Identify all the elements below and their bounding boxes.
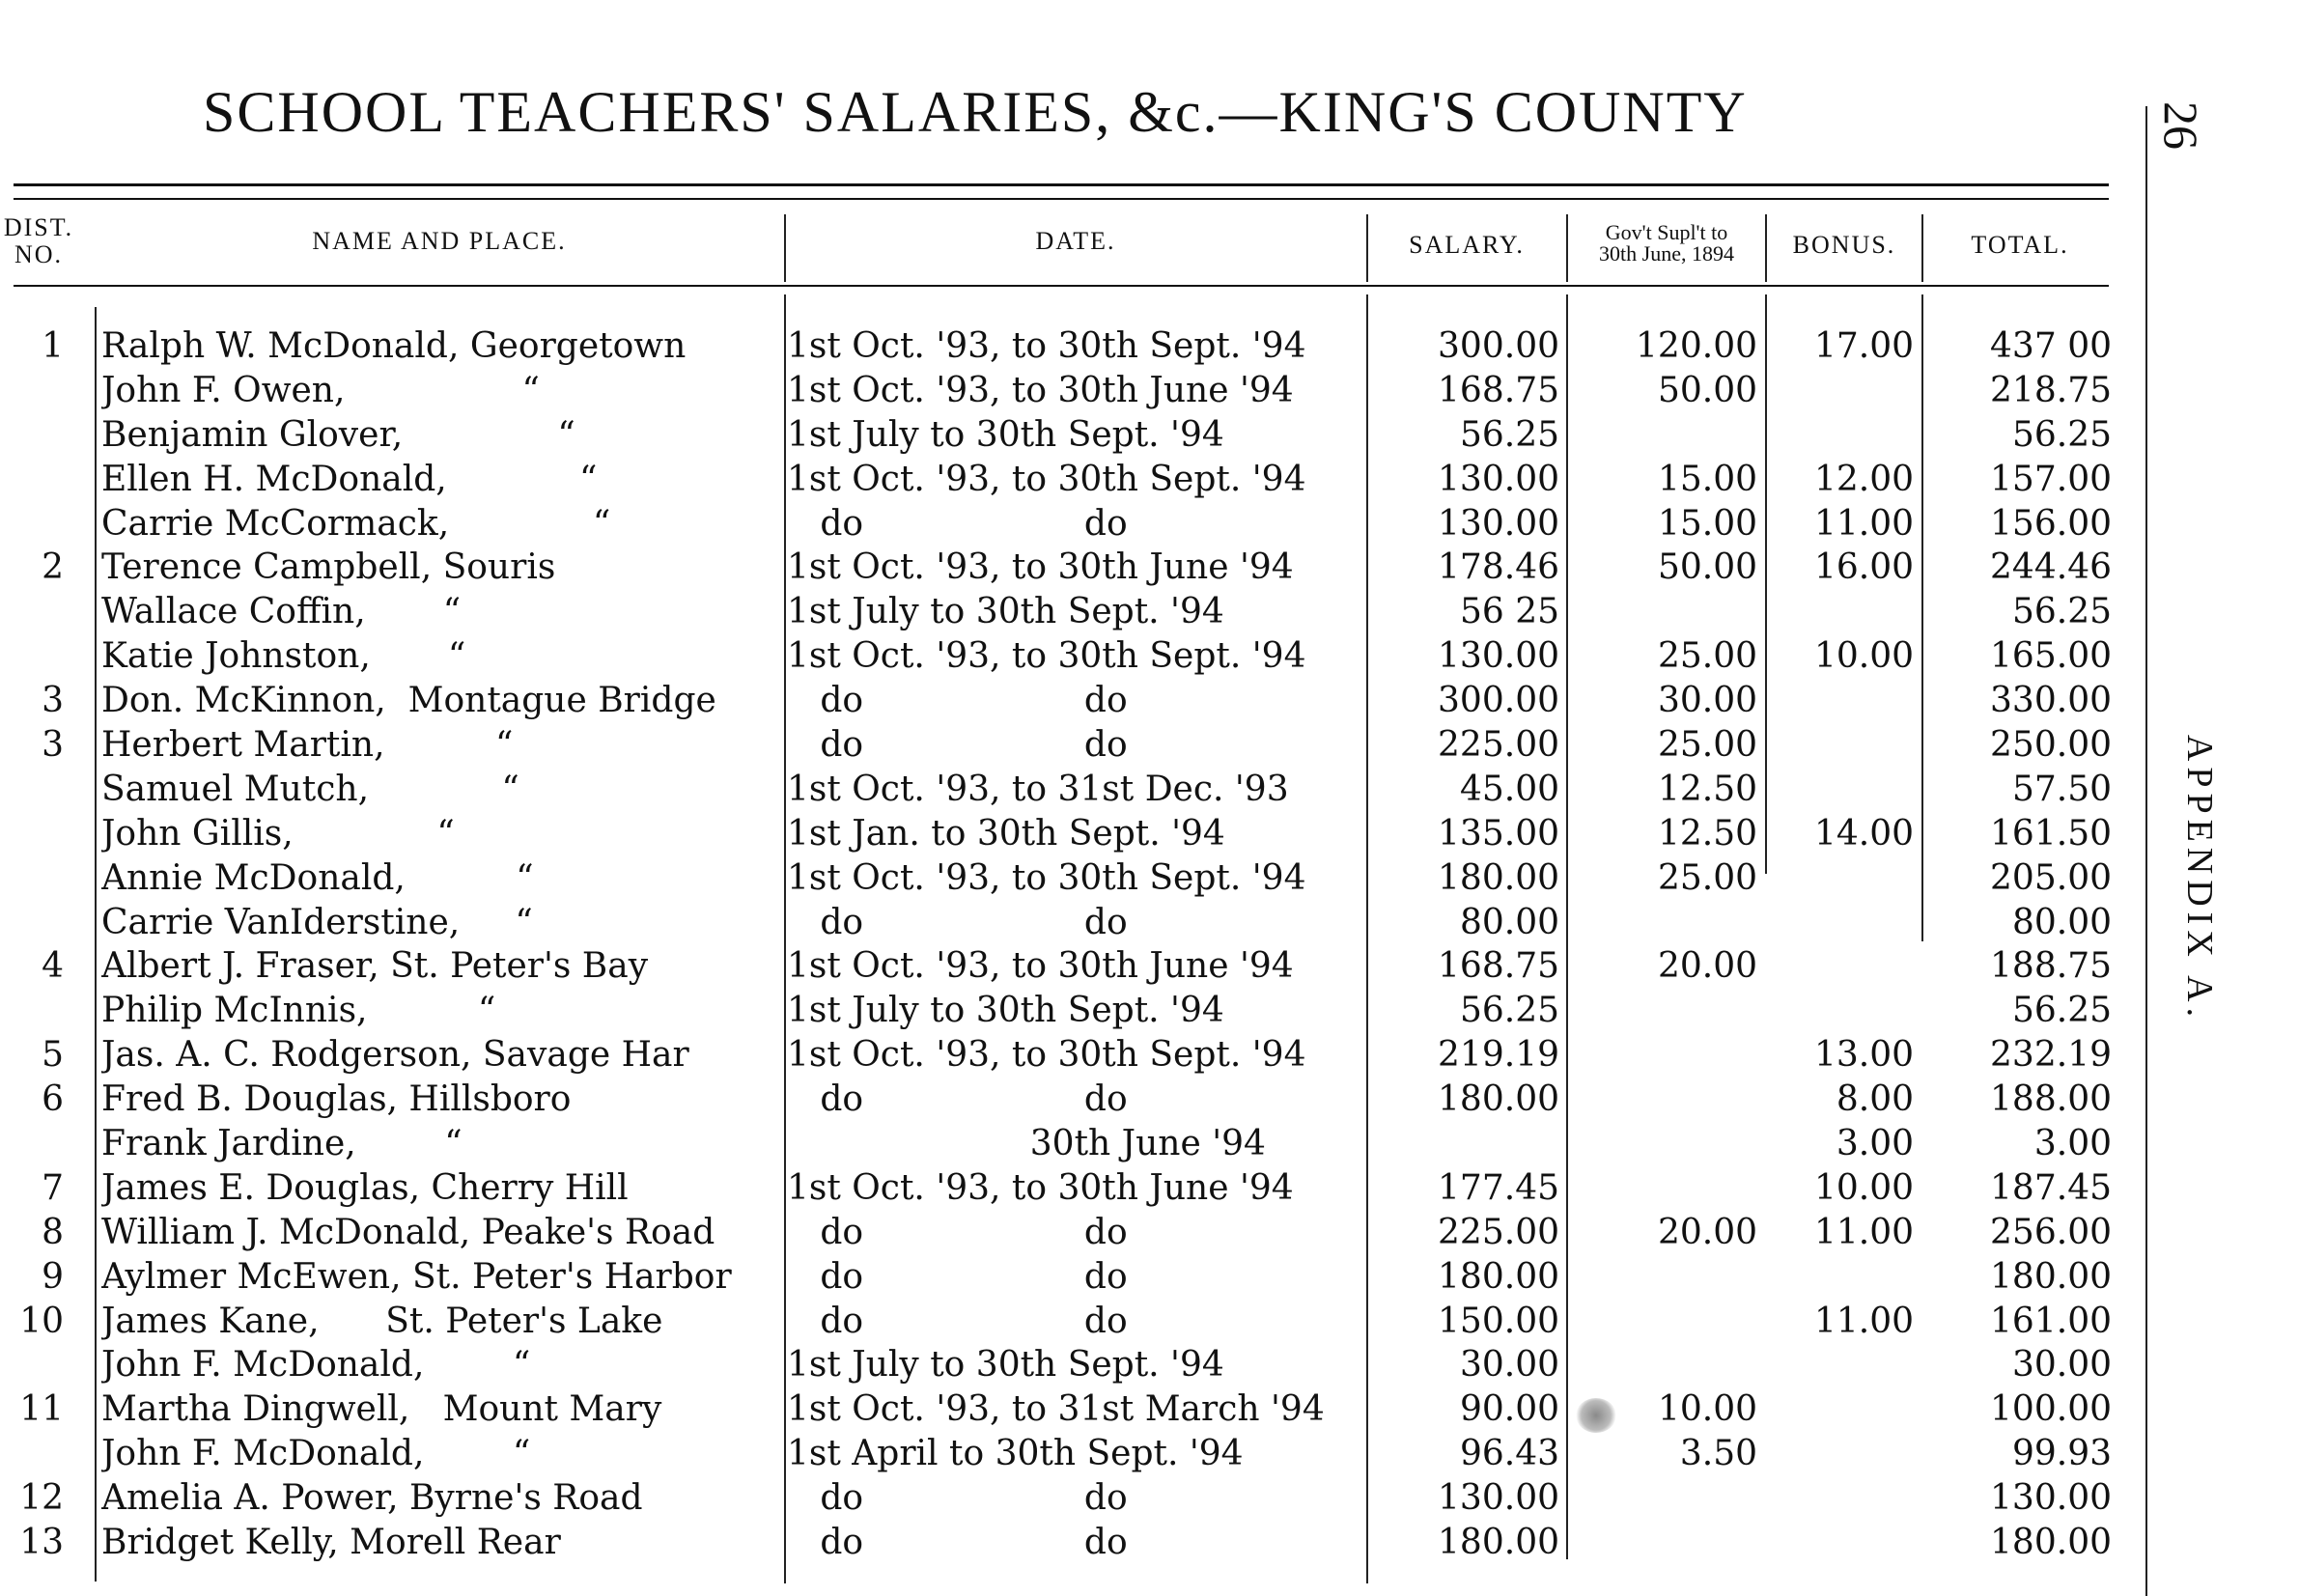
total-cell: 56.25 [2011, 991, 2112, 1031]
salary-cell: 90.00 [1459, 1389, 1559, 1430]
header-salary: SALARY. [1409, 231, 1525, 259]
bonus-cell: 10.00 [1813, 1167, 1914, 1208]
table-row [0, 324, 2124, 369]
total-cell: 157.00 [1990, 459, 2112, 499]
name-place-cell: James Kane, St. Peter's Lake [101, 1301, 663, 1341]
bonus-cell: 12.00 [1813, 459, 1914, 499]
dist-no-cell: 3 [42, 681, 64, 721]
name-place-cell: Philip McInnis, “ [101, 991, 496, 1031]
date-cell: do do [787, 1079, 1128, 1120]
page-right-edge-rule [2145, 106, 2147, 1596]
gov-supplement-cell: 25.00 [1657, 725, 1757, 766]
header-name-and-place: NAME AND PLACE. [312, 227, 567, 255]
name-place-cell: Frank Jardine, “ [101, 1124, 463, 1164]
table-row [0, 1255, 2124, 1300]
dist-no-cell: 6 [42, 1079, 64, 1120]
gov-supplement-cell: 15.00 [1657, 459, 1757, 499]
name-place-cell: Amelia A. Power, Byrne's Road [101, 1478, 643, 1519]
table-row [0, 679, 2124, 723]
name-place-cell: Carrie VanIderstine, “ [101, 902, 533, 942]
total-cell: 165.00 [1990, 636, 2112, 677]
date-cell: do do [787, 1301, 1128, 1341]
total-cell: 187.45 [1990, 1167, 2112, 1208]
table-row [0, 369, 2124, 413]
total-cell: 161.50 [1990, 813, 2112, 854]
name-place-cell: Albert J. Fraser, St. Peter's Bay [101, 946, 649, 987]
date-cell: 30th June '94 [787, 1124, 1266, 1164]
gov-supplement-cell: 120.00 [1636, 326, 1757, 366]
header-gov-line2: 30th June, 1894 [1599, 241, 1734, 266]
date-cell: 1st Oct. '93, to 31st Dec. '93 [787, 769, 1289, 809]
bonus-cell: 13.00 [1813, 1035, 1914, 1076]
name-place-cell: Benjamin Glover, “ [101, 414, 575, 455]
date-cell: do do [787, 725, 1128, 766]
table-row [0, 1521, 2124, 1565]
gov-supplement-cell: 3.50 [1679, 1434, 1757, 1474]
table-row [0, 413, 2124, 458]
salary-table-body [0, 324, 2124, 1565]
date-cell: do do [787, 503, 1128, 544]
header-dist-line2: NO. [14, 240, 64, 268]
name-place-cell: Katie Johnston, “ [101, 636, 466, 677]
salary-cell: 96.43 [1459, 1434, 1559, 1474]
name-place-cell: Ralph W. McDonald, Georgetown [101, 326, 687, 366]
total-cell: 330.00 [1990, 681, 2112, 721]
total-cell: 244.46 [1990, 547, 2112, 588]
name-place-cell: Fred B. Douglas, Hillsboro [101, 1079, 572, 1120]
dist-no-cell: 10 [19, 1301, 64, 1341]
table-row [0, 944, 2124, 989]
name-place-cell: Terence Campbell, Souris [101, 547, 556, 588]
salary-cell: 300.00 [1438, 326, 1559, 366]
name-place-cell: Aylmer McEwen, St. Peter's Harbor [101, 1256, 732, 1297]
salary-cell: 300.00 [1438, 681, 1559, 721]
gov-supplement-cell: 25.00 [1657, 857, 1757, 898]
name-place-cell: Annie McDonald, “ [101, 857, 534, 898]
date-cell: 1st July to 30th Sept. '94 [787, 1345, 1224, 1386]
name-place-cell: John Gillis, “ [101, 813, 455, 854]
bonus-cell: 17.00 [1813, 326, 1914, 366]
total-cell: 250.00 [1990, 725, 2112, 766]
salary-cell: 130.00 [1438, 636, 1559, 677]
salary-cell: 180.00 [1438, 1523, 1559, 1563]
salary-cell: 225.00 [1438, 1212, 1559, 1252]
name-place-cell: Ellen H. McDonald, “ [101, 459, 598, 499]
header-date: DATE. [1035, 227, 1116, 255]
gov-supplement-cell: 15.00 [1657, 503, 1757, 544]
salary-cell: 56.25 [1459, 991, 1559, 1031]
page-title: SCHOOL TEACHERS' SALARIES, &c.—KING'S COUNTY [203, 80, 1748, 144]
salary-cell: 56 25 [1459, 592, 1559, 632]
total-cell: 30.00 [2011, 1345, 2112, 1386]
table-row [0, 1387, 2124, 1432]
date-cell: 1st July to 30th Sept. '94 [787, 592, 1224, 632]
gov-supplement-cell: 20.00 [1657, 1212, 1757, 1252]
gov-supplement-cell: 12.50 [1657, 769, 1757, 809]
date-cell: 1st Oct. '93, to 30th Sept. '94 [787, 459, 1306, 499]
header-sep-salary [1366, 214, 1368, 282]
table-row [0, 856, 2124, 901]
date-cell: 1st Oct. '93, to 30th Sept. '94 [787, 1035, 1306, 1076]
table-row [0, 1432, 2124, 1476]
bonus-cell: 10.00 [1813, 636, 1914, 677]
dist-no-cell: 8 [42, 1212, 64, 1252]
dist-no-cell: 11 [19, 1389, 64, 1430]
total-cell: 56.25 [2011, 592, 2112, 632]
header-sep-date [784, 214, 786, 282]
gov-supplement-cell: 12.50 [1657, 813, 1757, 854]
dist-no-cell: 4 [42, 946, 64, 987]
gov-supplement-cell: 25.00 [1657, 636, 1757, 677]
date-cell: do do [787, 1212, 1128, 1252]
name-place-cell: John F. McDonald, “ [101, 1345, 531, 1386]
date-cell: 1st Oct. '93, to 30th June '94 [787, 547, 1294, 588]
salary-cell: 130.00 [1438, 503, 1559, 544]
table-row [0, 590, 2124, 634]
bonus-cell: 11.00 [1813, 503, 1914, 544]
salary-cell: 178.46 [1438, 547, 1559, 588]
date-cell: 1st Oct. '93, to 30th Sept. '94 [787, 636, 1306, 677]
date-cell: 1st Oct. '93, to 30th June '94 [787, 1167, 1294, 1208]
name-place-cell: James E. Douglas, Cherry Hill [101, 1167, 629, 1208]
bonus-cell: 8.00 [1836, 1079, 1914, 1120]
bonus-cell: 14.00 [1813, 813, 1914, 854]
salary-cell: 180.00 [1438, 857, 1559, 898]
date-cell: 1st July to 30th Sept. '94 [787, 414, 1224, 455]
date-cell: 1st Jan. to 30th Sept. '94 [787, 813, 1225, 854]
table-row [0, 812, 2124, 856]
salary-cell: 177.45 [1438, 1167, 1559, 1208]
table-row [0, 458, 2124, 502]
page-number: 26 [2154, 101, 2208, 150]
salary-cell: 150.00 [1438, 1301, 1559, 1341]
total-cell: 232.19 [1990, 1035, 2112, 1076]
name-place-cell: Bridget Kelly, Morell Rear [101, 1523, 561, 1563]
total-cell: 130.00 [1990, 1478, 2112, 1519]
top-rule-thick [14, 183, 2109, 186]
salary-cell: 180.00 [1438, 1079, 1559, 1120]
name-place-cell: Herbert Martin, “ [101, 725, 514, 766]
bonus-cell: 11.00 [1813, 1212, 1914, 1252]
name-place-cell: Jas. A. C. Rodgerson, Savage Har [101, 1035, 689, 1076]
salary-cell: 80.00 [1459, 902, 1559, 942]
name-place-cell: Samuel Mutch, “ [101, 769, 519, 809]
total-cell: 99.93 [2011, 1434, 2112, 1474]
total-cell: 57.50 [2011, 769, 2112, 809]
header-dist-no [0, 214, 77, 268]
header-bottom-rule [14, 285, 2109, 287]
salary-cell: 30.00 [1459, 1345, 1559, 1386]
header-gov-line1: Gov't Supl't to [1605, 220, 1728, 244]
table-row [0, 1343, 2124, 1387]
name-place-cell: John F. McDonald, “ [101, 1434, 531, 1474]
table-row [0, 1211, 2124, 1255]
total-cell: 56.25 [2011, 414, 2112, 455]
dist-no-cell: 7 [42, 1167, 64, 1208]
date-cell: do do [787, 1256, 1128, 1297]
table-row [0, 1122, 2124, 1166]
name-place-cell: Wallace Coffin, “ [101, 592, 462, 632]
total-cell: 256.00 [1990, 1212, 2112, 1252]
total-cell: 80.00 [2011, 902, 2112, 942]
table-row [0, 1476, 2124, 1521]
salary-cell: 56.25 [1459, 414, 1559, 455]
total-cell: 205.00 [1990, 857, 2112, 898]
table-row [0, 901, 2124, 945]
total-cell: 161.00 [1990, 1301, 2112, 1341]
table-row [0, 546, 2124, 590]
date-cell: 1st Oct. '93, to 30th June '94 [787, 946, 1294, 987]
salary-cell: 168.75 [1438, 370, 1559, 410]
name-place-cell: William J. McDonald, Peake's Road [101, 1212, 715, 1252]
date-cell: 1st Oct. '93, to 30th June '94 [787, 370, 1294, 410]
gov-supplement-cell: 50.00 [1657, 370, 1757, 410]
table-row [0, 1166, 2124, 1211]
name-place-cell: Carrie McCormack, “ [101, 503, 611, 544]
date-cell: 1st Oct. '93, to 30th Sept. '94 [787, 326, 1306, 366]
date-cell: 1st July to 30th Sept. '94 [787, 991, 1224, 1031]
top-rule-thin [14, 198, 2109, 200]
total-cell: 100.00 [1990, 1389, 2112, 1430]
table-row [0, 502, 2124, 546]
salary-cell: 45.00 [1459, 769, 1559, 809]
total-cell: 437 00 [1990, 326, 2112, 366]
table-row [0, 989, 2124, 1033]
total-cell: 180.00 [1990, 1256, 2112, 1297]
dist-no-cell: 3 [42, 725, 64, 766]
total-cell: 3.00 [2033, 1124, 2112, 1164]
total-cell: 188.00 [1990, 1079, 2112, 1120]
date-cell: 1st April to 30th Sept. '94 [787, 1434, 1244, 1474]
gov-supplement-cell: 20.00 [1657, 946, 1757, 987]
table-row [0, 1078, 2124, 1122]
date-cell: do do [787, 1478, 1128, 1519]
header-gov-suppl [1568, 222, 1765, 265]
date-cell: do do [787, 681, 1128, 721]
table-row [0, 1033, 2124, 1078]
salary-cell: 168.75 [1438, 946, 1559, 987]
table-row [0, 634, 2124, 679]
salary-cell: 180.00 [1438, 1256, 1559, 1297]
dist-no-cell: 9 [42, 1256, 64, 1297]
table-row [0, 768, 2124, 812]
gov-supplement-cell: 10.00 [1657, 1389, 1757, 1430]
total-cell: 218.75 [1990, 370, 2112, 410]
bonus-cell: 16.00 [1813, 547, 1914, 588]
gov-supplement-cell: 50.00 [1657, 547, 1757, 588]
header-dist-line1: DIST. [3, 213, 74, 241]
salary-cell: 219.19 [1438, 1035, 1559, 1076]
date-cell: 1st Oct. '93, to 30th Sept. '94 [787, 857, 1306, 898]
total-cell: 180.00 [1990, 1523, 2112, 1563]
total-cell: 156.00 [1990, 503, 2112, 544]
name-place-cell: John F. Owen, “ [101, 370, 540, 410]
header-bonus: BONUS. [1792, 231, 1896, 259]
header-total: TOTAL. [1971, 231, 2069, 259]
salary-cell: 130.00 [1438, 459, 1559, 499]
date-cell: 1st Oct. '93, to 31st March '94 [787, 1389, 1325, 1430]
dist-no-cell: 2 [42, 547, 64, 588]
salary-cell: 225.00 [1438, 725, 1559, 766]
date-cell: do do [787, 902, 1128, 942]
salary-cell: 135.00 [1438, 813, 1559, 854]
date-cell: do do [787, 1523, 1128, 1563]
bonus-cell: 11.00 [1813, 1301, 1914, 1341]
total-cell: 188.75 [1990, 946, 2112, 987]
bonus-cell: 3.00 [1836, 1124, 1914, 1164]
dist-no-cell: 1 [42, 326, 64, 366]
gov-supplement-cell: 30.00 [1657, 681, 1757, 721]
name-place-cell: Martha Dingwell, Mount Mary [101, 1389, 662, 1430]
dist-no-cell: 13 [19, 1523, 64, 1563]
table-row [0, 723, 2124, 768]
name-place-cell: Don. McKinnon, Montague Bridge [101, 681, 716, 721]
dist-no-cell: 12 [19, 1478, 64, 1519]
appendix-side-label: APPENDIX A. [2179, 734, 2220, 1023]
salary-cell: 130.00 [1438, 1478, 1559, 1519]
table-row [0, 1300, 2124, 1344]
dist-no-cell: 5 [42, 1035, 64, 1076]
